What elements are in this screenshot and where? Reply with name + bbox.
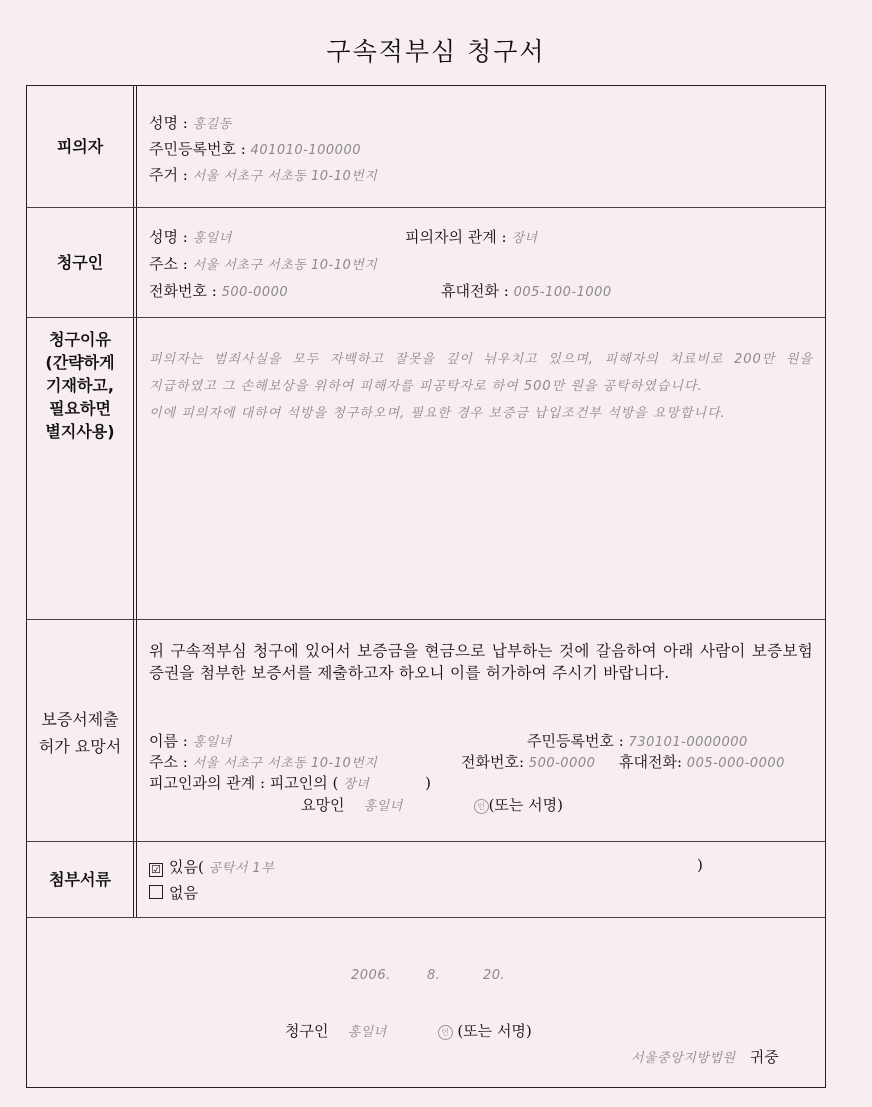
reason-text-1: 피의자는 범죄사실을 모두 자백하고 잘못을 깊이 뉘우치고 있으며, 피해자의 치료비로 200만 원을 지급하였고 그 손해보상을 위하여 피해자를 피공탁자로 하여 500만 원을 공탁하였습니다. <box>149 352 813 394</box>
bond-relation: 장녀 <box>343 777 370 792</box>
bond-mobile: 005-000-0000 <box>686 756 785 771</box>
footer-seal-note: (또는 서명) <box>457 1022 532 1040</box>
suspect-address-label: 주거 : <box>149 166 188 184</box>
bond-relation-close: ) <box>425 774 432 792</box>
seal-icon: 인 <box>474 799 489 814</box>
checkbox-empty-icon[interactable] <box>149 885 163 899</box>
bond-address-label: 주소 : <box>149 753 188 771</box>
suspect-name-label: 성명 : <box>149 114 188 132</box>
bond-rrn: 730101-0000000 <box>628 735 748 750</box>
footer-claimant-name: 홍일녀 <box>347 1025 387 1040</box>
attachments-yes-label: 있음( <box>169 858 204 876</box>
suspect-label: 피의자 <box>27 86 137 207</box>
footer-section <box>27 918 825 1089</box>
bond-phone: 500-0000 <box>528 756 596 771</box>
suspect-rrn-label: 주민등록번호 : <box>149 140 246 158</box>
bond-label-line: 허가 요망서 <box>38 737 122 756</box>
bond-address: 서울 서초구 서초동 10-10번지 <box>192 756 378 771</box>
bond-name: 홍일녀 <box>192 735 232 750</box>
footer-month: 8. <box>427 968 441 983</box>
claimant-mobile-label: 휴대전화 : <box>441 282 509 300</box>
bond-mobile-label: 휴대전화: <box>619 753 683 771</box>
attachments-no-row <box>149 882 198 903</box>
bond-label <box>27 620 137 841</box>
attachments-no-label: 없음 <box>169 884 198 902</box>
suspect-content <box>149 86 813 207</box>
claimant-relation: 장녀 <box>511 231 538 246</box>
claimant-name: 홍일녀 <box>192 231 232 246</box>
attachments-yes-close: ) <box>697 856 703 874</box>
seal-icon: 인 <box>438 1025 453 1040</box>
bond-phone-label: 전화번호: <box>461 753 525 771</box>
claimant-address-label: 주소 : <box>149 255 188 273</box>
claim-form <box>26 85 826 1088</box>
claimant-section <box>27 208 825 318</box>
claimant-content <box>149 208 813 317</box>
bond-relation-label: 피고인과의 관계 : 피고인의 ( <box>149 774 339 792</box>
claimant-relation-label: 피의자의 관계 : <box>405 228 507 246</box>
attachments-content <box>149 842 813 917</box>
bond-name-label: 이름 : <box>149 732 188 750</box>
claimant-phone-label: 전화번호 : <box>149 282 217 300</box>
attachments-yes-row <box>149 856 813 877</box>
suspect-rrn: 401010-100000 <box>250 143 361 158</box>
footer-claimant <box>285 1020 532 1041</box>
footer-court-name: 서울중앙지방법원 <box>631 1051 736 1066</box>
checkbox-checked-icon[interactable]: ☑ <box>149 863 163 877</box>
bond-section <box>27 620 825 842</box>
claimant-phone: 500-0000 <box>221 285 289 300</box>
footer-day: 20. <box>483 968 506 983</box>
claimant-mobile: 005-100-1000 <box>513 285 612 300</box>
bond-rrn-label: 주민등록번호 : <box>527 732 624 750</box>
bond-seal-note: (또는 서명) <box>488 796 563 814</box>
claimant-name-label: 성명 : <box>149 228 188 246</box>
reason-text-2: 이에 피의자에 대하여 석방을 청구하오며, 필요한 경우 보증금 납입조건부 석방을 요망합니다. <box>149 406 726 421</box>
document-title: 구속적부심 청구서 <box>326 37 546 66</box>
reason-label-line: 별지사용) <box>45 422 115 441</box>
footer-year: 2006. <box>351 968 391 983</box>
footer-claimant-label: 청구인 <box>285 1022 329 1040</box>
reason-label-line: 기재하고, <box>46 376 114 395</box>
footer-court <box>631 1046 779 1067</box>
bond-requester-label: 요망인 <box>301 796 345 814</box>
bond-content <box>149 620 813 841</box>
reason-label <box>27 318 137 619</box>
footer-court-suffix: 귀중 <box>749 1048 779 1066</box>
claimant-label: 청구인 <box>27 208 137 317</box>
suspect-name: 홍길동 <box>192 117 232 132</box>
reason-label-line: 필요하면 <box>49 399 111 418</box>
suspect-section <box>27 86 825 208</box>
attachments-section <box>27 842 825 918</box>
reason-label-line: (간략하게 <box>45 353 115 372</box>
attachments-label: 첨부서류 <box>27 842 137 917</box>
attachments-yes-item: 공탁서 1부 <box>208 861 275 876</box>
bond-requester: 홍일녀 <box>363 799 403 814</box>
reason-section <box>27 318 825 620</box>
bond-label-line: 보증서제출 <box>41 710 119 729</box>
reason-label-line: 청구이유 <box>49 330 111 349</box>
suspect-address: 서울 서초구 서초동 10-10번지 <box>192 169 378 184</box>
claimant-address: 서울 서초구 서초동 10-10번지 <box>192 258 378 273</box>
bond-paragraph: 위 구속적부심 청구에 있어서 보증금을 현금으로 납부하는 것에 갈음하여 아래 사람이 보증보험증권을 첨부한 보증서를 제출하고자 하오니 이를 허가하여 주시기 바랍니다. <box>149 642 813 682</box>
reason-content <box>149 318 813 619</box>
